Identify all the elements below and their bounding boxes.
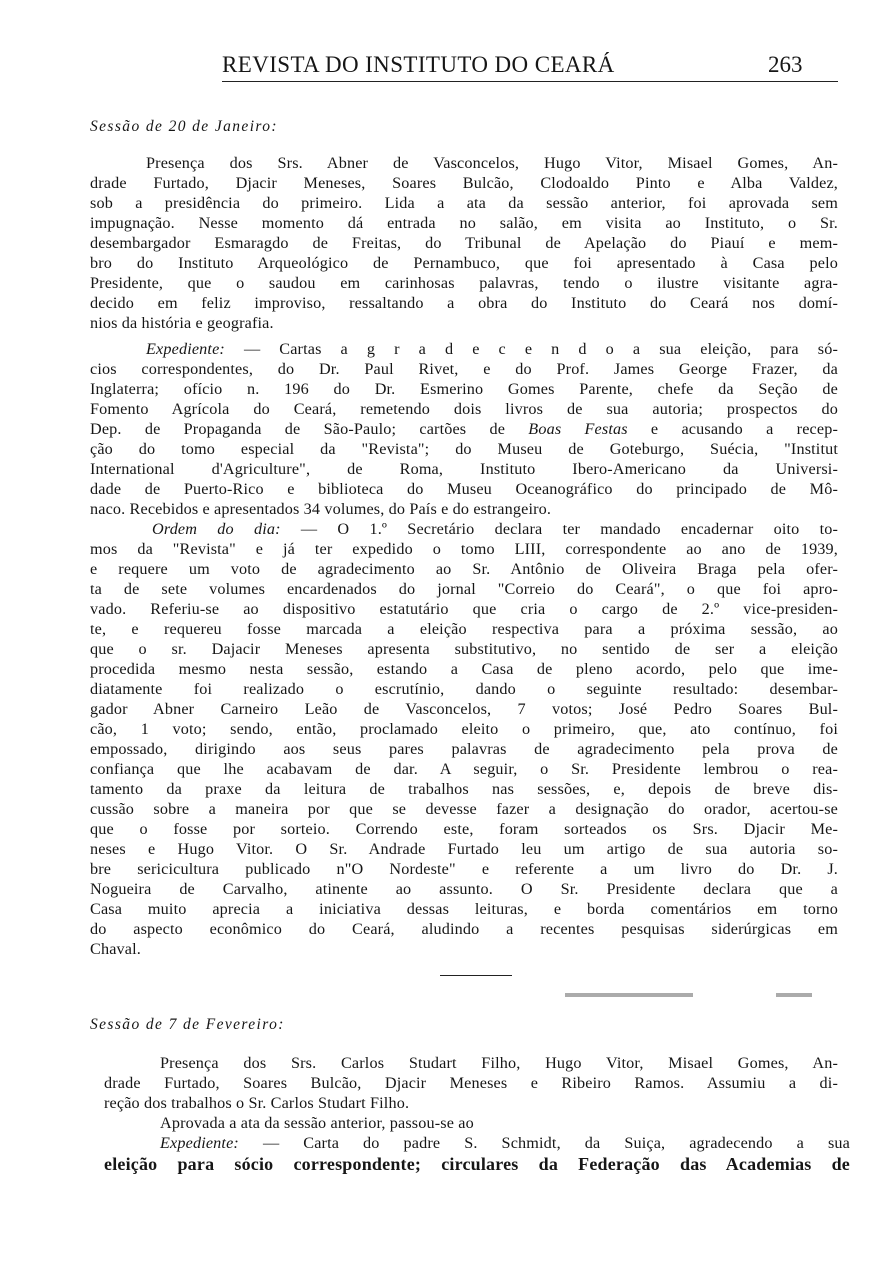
text-line: ção do tomo especial da "Revista"; do Museu de Goteburgo, Suécia, "Institut <box>90 440 838 458</box>
text-line: nios da história e geografia. <box>90 314 274 332</box>
text-line: bro do Instituto Arqueológico de Pernambuco, que foi apresentado à Casa pelo <box>90 254 838 272</box>
text-line: Presidente, que o saudou em carinhosas palavras, tendo o ilustre visitante agra- <box>90 274 838 292</box>
running-title: REVISTA DO INSTITUTO DO CEARÁ <box>222 52 615 77</box>
text-line: que o fosse por sorteio. Correndo este, foram sorteados os Srs. Djacir Me- <box>90 820 838 838</box>
text-line: Fomento Agrícola do Ceará, remetendo dois livros de sua autoria; prospectos do <box>90 400 838 418</box>
print-smudge <box>776 993 812 997</box>
text-line: do aspecto econômico do Ceará, aludindo a recentes pesquisas siderúrgicas em <box>90 920 838 938</box>
text-line-expediente: Expediente: — Cartas a g r a d e c e n d o a sua eleição, para só- <box>146 340 838 358</box>
text-line: drade Furtado, Djacir Meneses, Soares Bulcão, Clodoaldo Pinto e Alba Valdez, <box>90 174 838 192</box>
text-line: diatamente foi realizado o escrutínio, dando o seguinte resultado: desembar- <box>90 680 838 698</box>
text-line: Inglaterra; ofício n. 196 do Dr. Esmerino Gomes Parente, chefe da Seção de <box>90 380 838 398</box>
italic-label: Expediente: <box>146 340 225 358</box>
text-line: ta de sete volumes encardenados do jornal "Correio do Ceará", o que foi apro- <box>90 580 838 598</box>
text-line: tamento da praxe da leitura de trabalhos nas sessões, e, depois de breve dis- <box>90 780 838 798</box>
text-line: empossado, dirigindo aos seus pares palavras de agradecimento pela prova de <box>90 740 838 758</box>
text-line: Nogueira de Carvalho, atinente ao assunto. O Sr. Presidente declara que a <box>90 880 838 898</box>
text-line: eleição para sócio correspondente; circulares da Federação das Academias de <box>104 1154 850 1174</box>
text-line: cão, 1 voto; sendo, então, proclamado eleito o primeiro, que, ato contínuo, foi <box>90 720 838 738</box>
text-line: dade de Puerto-Rico e biblioteca do Museu Oceanográfico do principado de Mô- <box>90 480 838 498</box>
text-line: procedida mesmo nesta sessão, estando a Casa de pleno acordo, pelo que ime- <box>90 660 838 678</box>
text-line: te, e requereu fosse marcada a eleição respectiva para a próxima sessão, ao <box>90 620 838 638</box>
text-line: Casa muito aprecia a iniciativa dessas leituras, e borda comentários em torno <box>90 900 838 918</box>
session-heading-january: Sessão de 20 de Janeiro: <box>90 118 278 135</box>
text-line: naco. Recebidos e apresentados 34 volumes, do País e do estrangeiro. <box>90 500 552 518</box>
text-line: bre sericicultura publicado n"O Nordeste" e referente a um livro do Dr. J. <box>90 860 838 878</box>
text-line: sob a presidência do primeiro. Lida a ata da sessão anterior, foi aprovada sem <box>90 194 838 212</box>
text-line: gador Abner Carneiro Leão de Vasconcelos, 7 votos; José Pedro Soares Bul- <box>90 700 838 718</box>
text-line-ordem-do-dia: Ordem do dia: — O 1.º Secretário declara ter mandado encadernar oito to- <box>152 520 838 538</box>
text-line: impugnação. Nesse momento dá entrada no salão, em visita ao Instituto, o Sr. <box>90 214 838 232</box>
italic-label: Expediente: <box>160 1134 239 1152</box>
text-line: decido em feliz improviso, ressaltando a obra do Instituto do Ceará nos domí- <box>90 294 838 312</box>
text-line: drade Furtado, Soares Bulcão, Djacir Meneses e Ribeiro Ramos. Assumiu a di- <box>104 1074 838 1092</box>
section-divider <box>440 975 512 976</box>
italic-label: Boas Festas <box>528 420 628 438</box>
text-line: Presença dos Srs. Abner de Vasconcelos, Hugo Vitor, Misael Gomes, An- <box>146 154 838 172</box>
session-heading-february: Sessão de 7 de Fevereiro: <box>90 1016 285 1033</box>
page-number: 263 <box>768 52 803 77</box>
text-line: cussão sobre a maneira por que se devesse fazer a designação do orador, acertou-se <box>90 800 838 818</box>
text-line: vado. Referiu-se ao dispositivo estatutário que cria o cargo de 2.º vice-presiden- <box>90 600 838 618</box>
text-line: cios correspondentes, do Dr. Paul Rivet, e do Prof. James George Frazer, da <box>90 360 838 378</box>
text-line: Aprovada a ata da sessão anterior, passou-se ao <box>160 1114 474 1132</box>
text-line: neses e Hugo Vitor. O Sr. Andrade Furtado leu um artigo de sua autoria so- <box>90 840 838 858</box>
text-line: reção dos trabalhos o Sr. Carlos Studart Filho. <box>104 1094 410 1112</box>
print-smudge <box>565 993 693 997</box>
text-line: mos da "Revista" e já ter expedido o tomo LIII, correspondente ao ano de 1939, <box>90 540 838 558</box>
header-rule <box>222 81 838 82</box>
text-line: Dep. de Propaganda de São-Paulo; cartões de Boas Festas e acusando a recep- <box>90 420 839 438</box>
text-line: que o sr. Dajacir Meneses apresenta substitutivo, no sentido de ser a eleição <box>90 640 838 658</box>
text-line: confiança que lhe acabavam de dar. A seguir, o Sr. Presidente lembrou o rea- <box>90 760 838 778</box>
text-line: Chaval. <box>90 940 141 958</box>
text-line: International d'Agriculture", de Roma, Instituto Ibero-Americano da Universi- <box>90 460 838 478</box>
text-line: desembargador Esmaragdo de Freitas, do Tribunal de Apelação do Piauí e mem- <box>90 234 838 252</box>
text-line: Presença dos Srs. Carlos Studart Filho, Hugo Vitor, Misael Gomes, An- <box>160 1054 838 1072</box>
text-line-expediente: Expediente: — Carta do padre S. Schmidt, da Suiça, agradecendo a sua <box>160 1134 850 1152</box>
italic-label: Ordem do dia: <box>152 520 281 538</box>
text-line: e requere um voto de agradecimento ao Sr. Antônio de Oliveira Braga pela ofer- <box>90 560 838 578</box>
